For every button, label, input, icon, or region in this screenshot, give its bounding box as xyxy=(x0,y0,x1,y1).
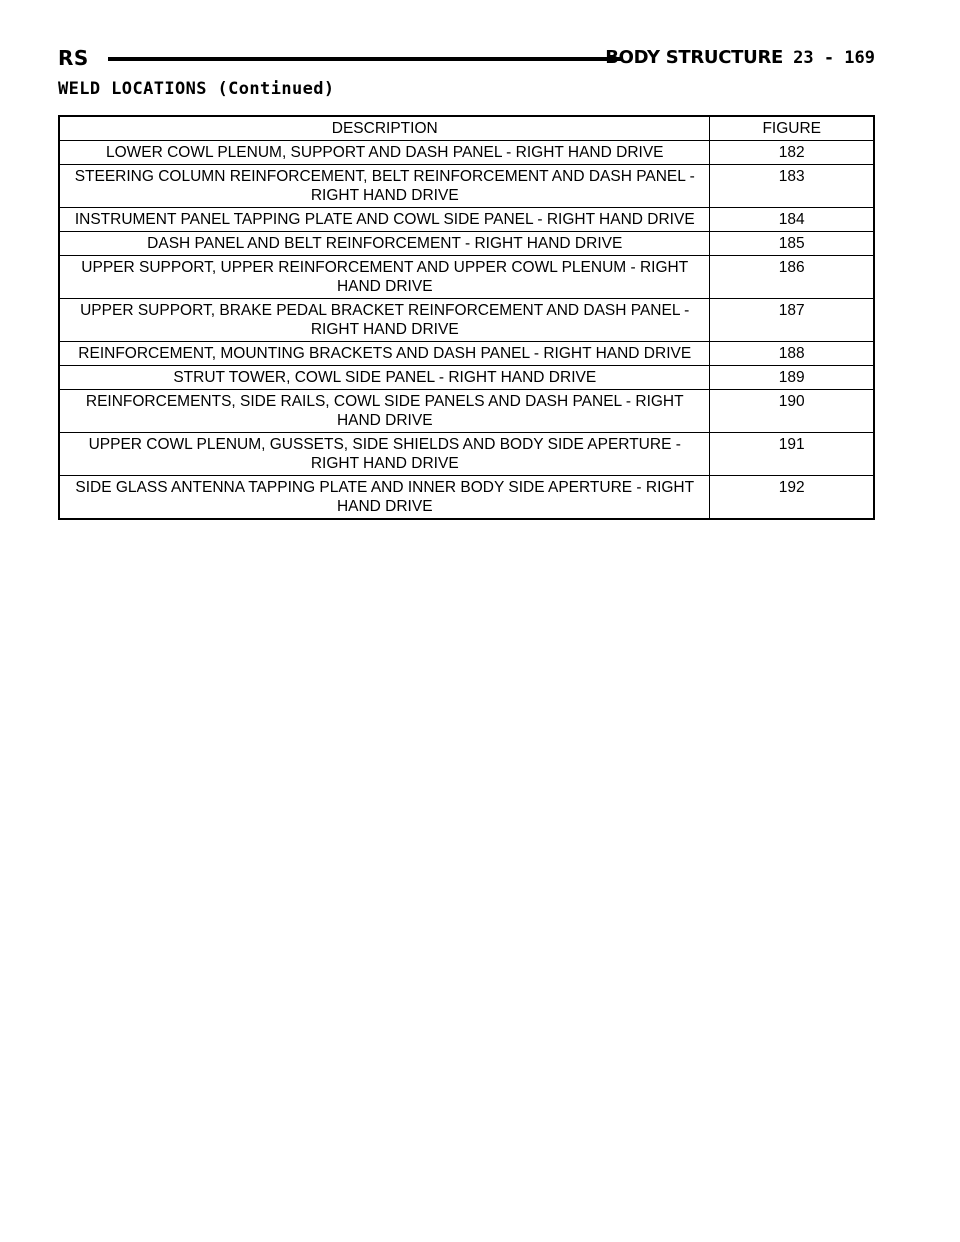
row-description: STRUT TOWER, COWL SIDE PANEL - RIGHT HAND DRIVE xyxy=(59,366,710,390)
row-description: UPPER SUPPORT, UPPER REINFORCEMENT AND UPPER COWL PLENUM - RIGHT HAND DRIVE xyxy=(59,256,710,299)
row-figure: 192 xyxy=(710,476,874,520)
table-row xyxy=(59,433,874,476)
section-subtitle: WELD LOCATIONS (Continued) xyxy=(58,79,335,99)
table-row xyxy=(59,141,874,165)
row-figure: 182 xyxy=(710,141,874,165)
table-row xyxy=(59,342,874,366)
row-figure: 184 xyxy=(710,208,874,232)
row-description: DASH PANEL AND BELT REINFORCEMENT - RIGHT HAND DRIVE xyxy=(59,232,710,256)
table-row xyxy=(59,165,874,208)
row-figure: 185 xyxy=(710,232,874,256)
header-rule xyxy=(108,57,623,61)
row-description: REINFORCEMENT, MOUNTING BRACKETS AND DASH PANEL - RIGHT HAND DRIVE xyxy=(59,342,710,366)
row-description: UPPER SUPPORT, BRAKE PEDAL BRACKET REINFORCEMENT AND DASH PANEL - RIGHT HAND DRIVE xyxy=(59,299,710,342)
header-code: RS xyxy=(58,46,89,70)
row-description: STEERING COLUMN REINFORCEMENT, BELT REINFORCEMENT AND DASH PANEL - RIGHT HAND DRIVE xyxy=(59,165,710,208)
column-header-description: DESCRIPTION xyxy=(59,116,710,141)
table-row xyxy=(59,366,874,390)
row-figure: 191 xyxy=(710,433,874,476)
row-figure: 186 xyxy=(710,256,874,299)
row-description: LOWER COWL PLENUM, SUPPORT AND DASH PANEL - RIGHT HAND DRIVE xyxy=(59,141,710,165)
header-page-number: 23 - 169 xyxy=(793,48,875,68)
page-header xyxy=(58,44,875,72)
table-row xyxy=(59,208,874,232)
column-header-figure: FIGURE xyxy=(710,116,874,141)
table-row xyxy=(59,299,874,342)
row-figure: 189 xyxy=(710,366,874,390)
table-header-row xyxy=(59,116,874,141)
weld-locations-table xyxy=(58,115,875,520)
row-figure: 183 xyxy=(710,165,874,208)
row-figure: 190 xyxy=(710,390,874,433)
header-section-title: BODY STRUCTURE xyxy=(605,47,783,68)
table-row xyxy=(59,476,874,520)
row-figure: 188 xyxy=(710,342,874,366)
row-description: UPPER COWL PLENUM, GUSSETS, SIDE SHIELDS AND BODY SIDE APERTURE - RIGHT HAND DRIVE xyxy=(59,433,710,476)
row-description: REINFORCEMENTS, SIDE RAILS, COWL SIDE PANELS AND DASH PANEL - RIGHT HAND DRIVE xyxy=(59,390,710,433)
row-description: SIDE GLASS ANTENNA TAPPING PLATE AND INNER BODY SIDE APERTURE - RIGHT HAND DRIVE xyxy=(59,476,710,520)
table-row xyxy=(59,232,874,256)
table-row xyxy=(59,390,874,433)
table-row xyxy=(59,256,874,299)
row-description: INSTRUMENT PANEL TAPPING PLATE AND COWL SIDE PANEL - RIGHT HAND DRIVE xyxy=(59,208,710,232)
row-figure: 187 xyxy=(710,299,874,342)
